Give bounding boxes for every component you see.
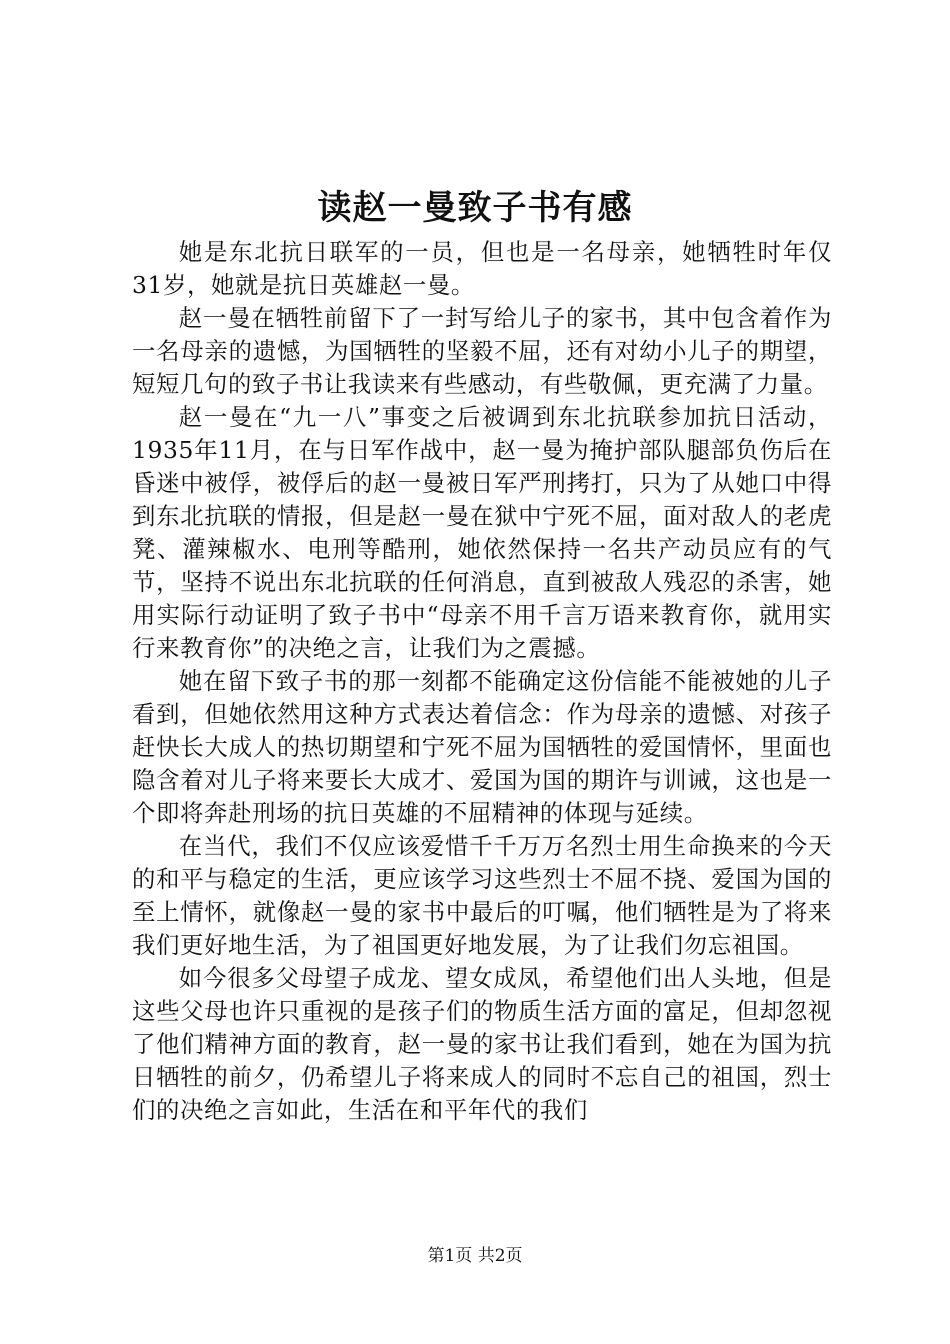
paragraph-5: 在当代，我们不仅应该爱惜千千万万名烈士用生命换来的今天的和平与稳定的生活，更应该学习这些烈士不屈不挠、爱国为国的至上情怀，就像赵一曼的家书中最后的叮嘱，他们牺牲是为了将来我们更好地生活，为了祖国更好地发展，为了让我们勿忘祖国。 (132, 832, 832, 959)
document-title: 读赵一曼致子书有感 (317, 188, 633, 228)
paragraph-6: 如今很多父母望子成龙、望女成凤，希望他们出人头地，但是这些父母也许只重视的是孩子们的物质生活方面的富足，但却忽视了他们精神方面的教育，赵一曼的家书让我们看到，她在为国为抗日牺牲的前夕，仍希望儿子将来成人的同时不忘自己的祖国，烈士们的决绝之言如此，生活在和平年代的我们 (132, 964, 832, 1124)
paragraph-3: 赵一曼在“九一八”事变之后被调到东北抗联参加抗日活动，1935年11月，在与日军作战中，赵一曼为掩护部队腿部负伤后在昏迷中被俘，被俘后的赵一曼被日军严刑拷打，只为了从她口中得到东北抗联的情报，但是赵一曼在狱中宁死不屈，面对敌人的老虎凳、灌辣椒水、电刑等酷刑，她依然保持一名共产动员应有的气节，坚持不说出东北抗联的任何消息，直到被敌人残忍的杀害，她用实际行动证明了致子书中“母亲不用千言万语来教育你，就用实行来教育你”的决绝之言，让我们为之震撼。 (132, 403, 832, 662)
page-number-footer: 第1页 共2页 (427, 1246, 523, 1266)
document-body (132, 236, 832, 1127)
paragraph-2: 赵一曼在牺牲前留下了一封写给儿子的家书，其中包含着作为一名母亲的遗憾，为国牺牲的坚毅不屈，还有对幼小儿子的期望，短短几句的致子书让我读来有些感动，有些敬佩，更充满了力量。 (132, 304, 832, 398)
paragraph-4: 她在留下致子书的那一刻都不能确定这份信能不能被她的儿子看到，但她依然用这种方式表达着信念：作为母亲的遗憾、对孩子赶快长大成人的热切期望和宁死不屈为国牺牲的爱国情怀，里面也隐含着对儿子将来要长大成才、爱国为国的期许与训诫，这也是一个即将奔赴刑场的抗日英雄的不屈精神的体现与延续。 (132, 667, 832, 827)
paragraph-1: 她是东北抗日联军的一员，但也是一名母亲，她牺牲时年仅31岁，她就是抗日英雄赵一曼。 (132, 238, 832, 299)
